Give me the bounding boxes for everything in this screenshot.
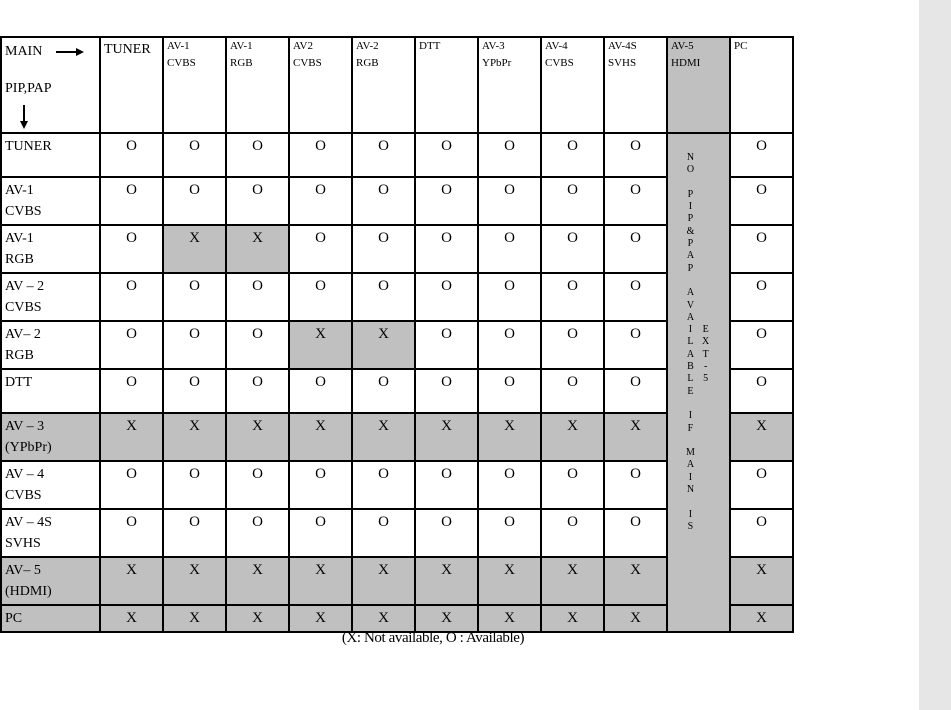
availability-cell: O	[163, 369, 226, 413]
hdmi-note-letter: P	[687, 213, 694, 225]
row-label	[1, 133, 100, 177]
availability-cell: O	[100, 369, 163, 413]
availability-cell: X	[604, 557, 667, 605]
availability-cell: O	[541, 225, 604, 273]
availability-cell: O	[100, 133, 163, 177]
availability-cell: O	[289, 225, 352, 273]
availability-cell: O	[415, 177, 478, 225]
availability-cell: O	[163, 509, 226, 557]
column-header-line1: AV2	[293, 40, 313, 52]
column-header	[730, 37, 793, 133]
availability-cell: O	[541, 133, 604, 177]
column-header	[289, 37, 352, 133]
hdmi-note-letter: N	[686, 484, 695, 496]
hdmi-note-letter: E	[687, 385, 694, 397]
availability-cell: O	[226, 509, 289, 557]
availability-cell: X	[100, 413, 163, 461]
availability-cell: O	[163, 177, 226, 225]
availability-cell: O	[100, 509, 163, 557]
availability-cell: O	[415, 133, 478, 177]
hdmi-note-letter: I	[688, 471, 693, 483]
row-label-line2: CVBS	[5, 300, 42, 315]
hdmi-note-letter: T	[702, 348, 709, 360]
availability-cell: O	[478, 273, 541, 321]
availability-cell: O	[226, 133, 289, 177]
column-header	[100, 37, 163, 133]
availability-cell: O	[604, 369, 667, 413]
column-header	[667, 37, 730, 133]
availability-cell: O	[541, 321, 604, 369]
availability-cell: O	[415, 225, 478, 273]
availability-cell: O	[352, 369, 415, 413]
hdmi-note-letter: E	[702, 324, 709, 335]
availability-cell: O	[415, 461, 478, 509]
availability-cell: O	[289, 509, 352, 557]
availability-cell: O	[604, 509, 667, 557]
availability-cell: O	[100, 273, 163, 321]
corner-header-cell	[1, 37, 100, 133]
hdmi-note-right-column	[702, 324, 709, 385]
pip-pap-label: PIP,PAP	[5, 81, 52, 96]
availability-cell: O	[541, 273, 604, 321]
hdmi-note-letter: A	[686, 348, 695, 360]
availability-cell: O	[541, 369, 604, 413]
availability-cell: O	[226, 273, 289, 321]
availability-cell: O	[289, 177, 352, 225]
availability-cell: X	[604, 413, 667, 461]
availability-cell: O	[226, 321, 289, 369]
availability-cell: O	[415, 321, 478, 369]
availability-cell: O	[352, 225, 415, 273]
availability-cell: O	[415, 509, 478, 557]
availability-cell: X	[226, 557, 289, 605]
availability-cell: O	[289, 133, 352, 177]
availability-cell: O	[478, 321, 541, 369]
availability-cell: X	[478, 605, 541, 632]
availability-cell: X	[100, 605, 163, 632]
availability-cell: X	[730, 605, 793, 632]
column-header	[541, 37, 604, 133]
hdmi-note-left-column	[686, 152, 695, 533]
availability-cell: O	[289, 369, 352, 413]
column-header-line1: DTT	[419, 40, 441, 52]
hdmi-note-letter: A	[686, 311, 695, 323]
row-label	[1, 177, 100, 225]
availability-cell: O	[478, 509, 541, 557]
main-axis-label	[5, 41, 96, 62]
hdmi-note-letter: S	[687, 520, 694, 532]
hdmi-note-letter: N	[686, 152, 695, 163]
availability-cell: X	[352, 557, 415, 605]
availability-cell: X	[163, 225, 226, 273]
hdmi-note-letter: P	[687, 238, 694, 250]
availability-cell: O	[352, 509, 415, 557]
availability-cell: O	[415, 273, 478, 321]
availability-cell: X	[730, 413, 793, 461]
availability-cell: X	[415, 557, 478, 605]
row-label	[1, 461, 100, 509]
availability-cell: O	[100, 461, 163, 509]
availability-cell: O	[478, 225, 541, 273]
row-label-line1: AV – 4S	[5, 515, 52, 530]
availability-cell: O	[289, 273, 352, 321]
availability-cell: X	[163, 413, 226, 461]
column-header-line2: CVBS	[167, 57, 196, 69]
row-label-line1: AV– 5	[5, 563, 41, 578]
hdmi-note-letter: I	[688, 201, 693, 213]
availability-cell: X	[604, 605, 667, 632]
column-header-line1: PC	[734, 40, 748, 52]
availability-cell: O	[730, 369, 793, 413]
hdmi-note-letter: B	[687, 361, 694, 373]
availability-cell: X	[289, 605, 352, 632]
column-header-line2: RGB	[230, 57, 253, 69]
availability-cell: O	[352, 177, 415, 225]
availability-cell: O	[163, 133, 226, 177]
row-label	[1, 557, 100, 605]
availability-cell: X	[478, 413, 541, 461]
row-label	[1, 225, 100, 273]
row-label	[1, 605, 100, 632]
row-label	[1, 413, 100, 461]
row-label-line2: CVBS	[5, 488, 42, 503]
availability-cell: O	[352, 273, 415, 321]
row-label-line1: PC	[5, 611, 23, 626]
hdmi-note-letter: -	[703, 360, 708, 372]
availability-cell: X	[226, 225, 289, 273]
main-label: MAIN	[5, 44, 43, 59]
hdmi-note-letter: V	[686, 299, 695, 311]
availability-cell: O	[478, 369, 541, 413]
table-row	[1, 133, 793, 177]
row-label-line2: SVHS	[5, 536, 41, 551]
row-label-line1: AV – 3	[5, 419, 45, 434]
availability-cell: O	[226, 461, 289, 509]
availability-cell: O	[730, 133, 793, 177]
availability-cell: X	[352, 413, 415, 461]
hdmi-note-letter: X	[702, 336, 710, 348]
hdmi-note-letter: &	[686, 225, 695, 237]
availability-cell: O	[352, 461, 415, 509]
availability-cell: X	[163, 557, 226, 605]
column-header-line1: AV-4S	[608, 40, 637, 52]
row-label-line2: CVBS	[5, 204, 42, 219]
header-row	[1, 37, 793, 133]
hdmi-note-letter: P	[687, 188, 694, 200]
row-label-line2: RGB	[5, 348, 34, 363]
availability-cell: O	[730, 509, 793, 557]
hdmi-note-letter: M	[686, 447, 695, 459]
row-label-line2: RGB	[5, 252, 34, 267]
availability-cell: X	[226, 605, 289, 632]
availability-cell: X	[730, 557, 793, 605]
row-label-line2: (YPbPr)	[5, 440, 52, 455]
availability-cell: O	[478, 133, 541, 177]
column-header	[226, 37, 289, 133]
column-header-line1: AV-1	[167, 40, 190, 52]
availability-cell: X	[541, 557, 604, 605]
row-label-line1: AV-1	[5, 183, 34, 198]
row-label-line1: TUNER	[5, 139, 52, 154]
availability-cell: O	[541, 461, 604, 509]
hdmi-note-letter: L	[687, 373, 694, 385]
column-header-line2: RGB	[356, 57, 379, 69]
availability-cell: O	[730, 321, 793, 369]
availability-cell: O	[604, 461, 667, 509]
vertical-scrollbar[interactable]	[919, 0, 951, 710]
pip-pap-availability-table	[0, 36, 794, 633]
availability-cell: O	[163, 461, 226, 509]
availability-cell: O	[730, 177, 793, 225]
column-header	[604, 37, 667, 133]
availability-cell: X	[415, 413, 478, 461]
availability-cell: O	[541, 177, 604, 225]
hdmi-note-letter: A	[686, 287, 695, 299]
availability-cell: O	[226, 369, 289, 413]
availability-cell: X	[478, 557, 541, 605]
availability-cell: X	[541, 605, 604, 632]
row-label	[1, 369, 100, 413]
availability-cell: X	[289, 413, 352, 461]
row-label-line1: AV – 4	[5, 467, 45, 482]
column-header-line1: AV-4	[545, 40, 568, 52]
availability-cell: O	[730, 225, 793, 273]
availability-cell: X	[352, 321, 415, 369]
availability-cell: O	[163, 321, 226, 369]
hdmi-note-letter: A	[686, 250, 695, 262]
availability-cell: O	[100, 177, 163, 225]
hdmi-vertical-note	[668, 134, 729, 594]
availability-cell: O	[604, 133, 667, 177]
hdmi-note-letter: I	[688, 324, 693, 336]
row-label-line1: AV-1	[5, 231, 34, 246]
column-header	[352, 37, 415, 133]
row-label-line1: AV– 2	[5, 327, 41, 342]
availability-cell: O	[289, 461, 352, 509]
column-header-line2: HDMI	[671, 57, 701, 69]
hdmi-note-letter: 5	[703, 373, 709, 385]
row-label-line1: DTT	[5, 375, 33, 390]
column-header	[163, 37, 226, 133]
availability-cell: X	[100, 557, 163, 605]
availability-cell: O	[478, 177, 541, 225]
availability-cell: O	[352, 133, 415, 177]
legend-note: (X: Not available, O : Available)	[341, 630, 525, 646]
availability-cell: O	[478, 461, 541, 509]
availability-cell: X	[289, 321, 352, 369]
hdmi-note-letter: I	[688, 508, 693, 520]
availability-cell: O	[100, 225, 163, 273]
hdmi-note-cell	[667, 133, 730, 632]
arrow-right-icon	[56, 47, 84, 57]
row-label-line1: AV – 2	[5, 279, 45, 294]
availability-cell: O	[604, 273, 667, 321]
hdmi-note-letter: O	[686, 164, 695, 176]
column-header-line1: AV-2	[356, 40, 379, 52]
availability-cell: X	[226, 413, 289, 461]
hdmi-note-letter: I	[688, 410, 693, 422]
availability-cell: O	[163, 273, 226, 321]
availability-cell: O	[604, 225, 667, 273]
availability-cell: X	[289, 557, 352, 605]
column-header-line1: AV-3	[482, 40, 505, 52]
column-header	[415, 37, 478, 133]
column-header-line2: SVHS	[608, 57, 637, 69]
availability-cell: O	[604, 177, 667, 225]
column-header-line2: CVBS	[545, 57, 574, 69]
column-header	[478, 37, 541, 133]
column-header-line1: AV-1	[230, 40, 253, 52]
column-header-line2: YPbPr	[482, 57, 512, 69]
availability-cell: X	[415, 605, 478, 632]
availability-cell: O	[226, 177, 289, 225]
availability-cell: X	[163, 605, 226, 632]
hdmi-note-letter: L	[687, 336, 694, 348]
hdmi-note-letter: A	[686, 459, 695, 471]
column-header-line2: CVBS	[293, 57, 322, 69]
availability-cell: O	[415, 369, 478, 413]
availability-cell: O	[100, 321, 163, 369]
availability-cell: O	[541, 509, 604, 557]
row-label	[1, 273, 100, 321]
row-label	[1, 509, 100, 557]
column-header-line1: AV-5	[671, 40, 694, 52]
availability-cell: O	[604, 321, 667, 369]
arrow-down-icon	[19, 105, 29, 129]
column-header-line1: TUNER	[104, 42, 151, 57]
availability-cell: X	[352, 605, 415, 632]
availability-cell: O	[730, 461, 793, 509]
hdmi-note-letter: F	[687, 422, 694, 434]
hdmi-note-letter: P	[687, 262, 694, 274]
row-label-line2: (HDMI)	[5, 584, 52, 599]
availability-cell: X	[541, 413, 604, 461]
availability-cell: O	[730, 273, 793, 321]
row-label	[1, 321, 100, 369]
